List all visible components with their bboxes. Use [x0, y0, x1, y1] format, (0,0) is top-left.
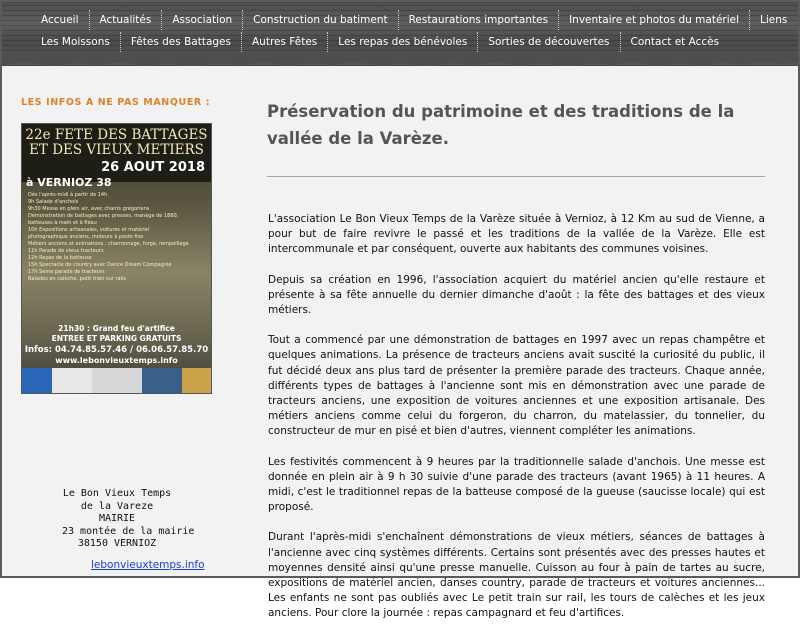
sponsor-logo: [22, 368, 52, 393]
address-line: 38150 VERNIOZ: [77, 538, 157, 549]
paragraph: Durant l'après-midi s'enchaînent démonstrations de vieux métiers, séances de battages à l'ancienne avec cinq systèmes différents. Certains sont présentés avec des presses hautes et moyennes densité ainsi qu'une presse manuelle. Cuisson au four à pain de tartes au sucre, expositions de matériel ancien, danses country, parade de tracteurs et voitures anciennes... Les enfants ne sont pas oubliés avec Le petit train sur rail, les tours de calèches et les jeux anciens. Pour clore la journée : repas campagnard et feu d'artifices.: [268, 531, 765, 620]
association-address: [62, 488, 195, 551]
poster-program-line: 11h Parade de vieux tracteurs: [28, 248, 104, 254]
sponsor-logo: [92, 368, 142, 393]
paragraph: Les festivités commencent à 9 heures par la traditionnelle salade d'anchois. Une messe est donnée en plein air à 9 h 30 suivie d'une parade des tracteurs (avant 1965) à 11 heures. A midi, c'est le traditionnel repas de la batteuse composé de la gueuse (saucisse locale) qui est proposé.: [268, 455, 765, 514]
address-line: Le Bon Vieux Temps: [62, 488, 172, 499]
nav-item-actualites[interactable]: Actualités: [90, 10, 163, 30]
poster-fireworks: 21h30 : Grand feu d'artifice: [58, 324, 175, 333]
sponsor-logo: [52, 368, 92, 393]
poster-program-line: photographique anciens, moteurs à poste fixe: [28, 234, 144, 240]
nav-item-autres-fetes[interactable]: Autres Fêtes: [242, 32, 328, 52]
poster-phone: Infos: 04.74.85.57.46 / 06.06.57.85.70: [24, 345, 209, 355]
paragraph: Depuis sa création en 1996, l'association acquiert du matériel ancien qu'elle restaure et présente à sa fête annuelle du dernier dimanche d'août : la fête des battages et des vieux métiers.: [268, 273, 765, 317]
poster-program-line: 9h Salade d'anchois: [28, 199, 79, 205]
poster-program-line: 12h Repas de la batteuse: [28, 255, 92, 261]
nav-row-1: [32, 10, 797, 30]
poster-program-line: Balades en calèche, petit train sur rails: [28, 276, 126, 282]
nav-item-inventaire[interactable]: Inventaire et photos du matériel: [559, 10, 750, 30]
nav-item-fetes-battages[interactable]: Fêtes des Battages: [121, 32, 242, 52]
address-line: 23 montée de la mairie: [62, 525, 195, 537]
poster-title: 22e FETE DES BATTAGES ET DES VIEUX METIERS: [22, 124, 211, 182]
title-divider: [267, 176, 765, 177]
page-title: Préservation du patrimoine et des traditions de la vallée de la Varèze.: [267, 102, 735, 148]
sponsor-logo: [182, 368, 211, 393]
poster-website: www.lebonvieuxtemps.info: [55, 356, 178, 365]
poster-program-line: 15h Spectacle de country avec Dance Dream Compagnie: [28, 262, 172, 268]
poster-sponsors-strip: [22, 368, 211, 393]
poster-program-line: Métiers anciens et animations : charronnage, forge, rempaillage: [28, 241, 189, 247]
nav-item-accueil[interactable]: Accueil: [32, 10, 90, 30]
infos-heading: LES INFOS A NE PAS MANQUER :: [21, 97, 211, 108]
poster-program-line: 17h Seme parade de tracteurs: [28, 269, 105, 275]
poster-entry: ENTREE ET PARKING GRATUITS: [51, 334, 182, 343]
website-link[interactable]: lebonvieuxtemps.info: [91, 559, 205, 571]
poster-program-line: Dès l'après-midi à partir de 14h: [28, 192, 108, 198]
poster-program-line: 10h Expositions artisanales, voitures et matériel: [28, 227, 150, 233]
nav-item-liens[interactable]: Liens: [760, 14, 788, 26]
nav-item-restaurations[interactable]: Restaurations importantes: [399, 10, 559, 30]
event-poster-image[interactable]: [21, 123, 212, 394]
nav-item-association[interactable]: Association: [162, 10, 243, 30]
article-body: [268, 212, 765, 637]
nav-item-repas-benevoles[interactable]: Les repas des bénévoles: [328, 32, 478, 52]
nav-item-construction[interactable]: Construction du batiment: [243, 10, 398, 30]
poster-program-line: 9h30 Messe en plein air, avec chants grégoriens: [28, 206, 150, 212]
nav-item-contact[interactable]: Contact et Accès: [630, 36, 720, 48]
nav-row-2: [32, 32, 729, 52]
poster-program-line: Démonstration de battages avec presses, manège de 1880, batteuses à main et à fléau: [28, 213, 179, 226]
paragraph: Tout a commencé par une démonstration de battages en 1997 avec un repas champêtre et quelques animations. La présence de tracteurs anciens avait suscité la curiosité du public, il fut décidé deux ans plus tard de présenter la première parade des tracteurs. Chaque année, différents types de battages à l'ancienne sont mis en démonstration avec une parade de tracteurs anciens, une exposition de voitures anciennes et une exposition artisanale. Des métiers anciens comme celui du forgeron, du charron, du matelassier, du tonnelier, du constructeur de mur en pisé et bien d'autres, viennent compléter les animations.: [268, 334, 765, 438]
paragraph: L'association Le Bon Vieux Temps de la Varèze située à Vernioz, à 12 Km au sud de Vienne, a pour but de faire revivre le passé et les traditions de la vallée de la Varèze. Elle est intercommunale et par conséquent, ouverte aux habitants des communes voisines.: [268, 213, 765, 256]
address-line: MAIRIE: [98, 513, 136, 524]
nav-item-moissons[interactable]: Les Moissons: [32, 32, 121, 52]
sponsor-logo: [142, 368, 182, 393]
poster-date: 26 AOUT 2018: [101, 160, 205, 175]
poster-program: [28, 192, 204, 283]
poster-town: à VERNIOZ 38: [26, 176, 112, 189]
nav-item-sorties[interactable]: Sorties de découvertes: [478, 32, 620, 52]
address-line: de la Vareze: [80, 500, 154, 512]
